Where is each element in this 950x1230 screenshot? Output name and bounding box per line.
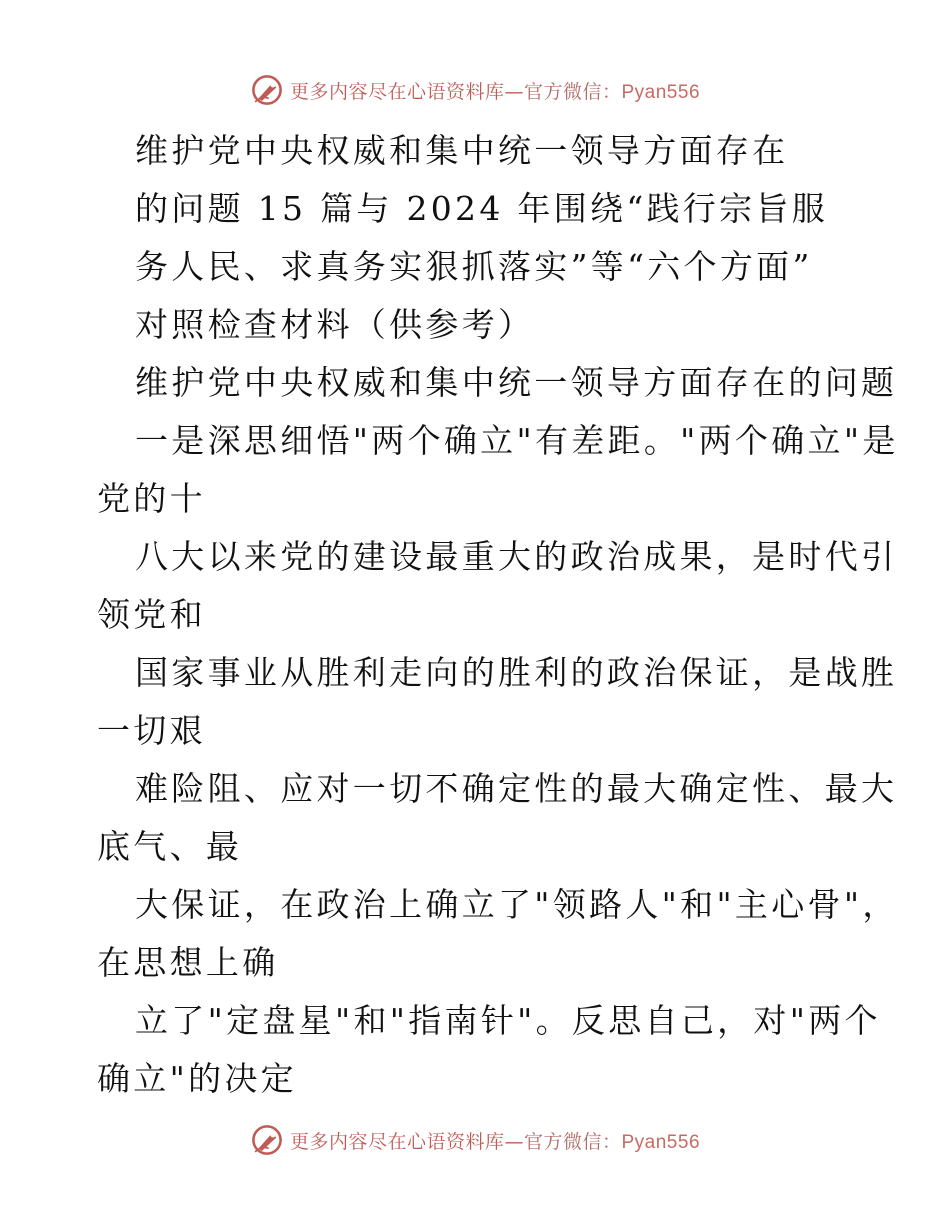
document-body [97,122,899,1108]
watermark-account-label: 官方微信： [523,1130,622,1153]
paragraph-line: 在思想上确 [97,943,279,982]
paragraph-line: 一是深思细悟"两个确立"有差距。"两个确立"是 [135,421,899,460]
watermark-text [290,77,700,104]
title-line-3: 务人民、求真务实狠抓落实”等“六个方面” [135,247,813,286]
paragraph-line: 领党和 [97,595,206,634]
header-watermark [0,70,950,110]
title-line-2: 的问题 15 篇与 2024 年围绕“践行宗旨服 [135,189,829,228]
watermark-separator: — [504,80,524,103]
paragraph-line: 党的十 [97,479,206,518]
paragraph-line: 立了"定盘星"和"指南针"。反思自己，对"两个 [135,1001,881,1040]
paragraph-line: 确立"的决定 [97,1059,297,1098]
watermark-text [290,1127,700,1154]
watermark-brand: 更多内容尽在心语资料库 [289,1130,505,1153]
watermark-brand: 更多内容尽在心语资料库 [289,80,505,103]
section-heading: 维护党中央权威和集中统一领导方面存在的问题 [135,363,898,402]
title-line-4: 对照检查材料（供参考） [135,305,535,344]
paragraph-line: 底气、最 [97,827,243,866]
paragraph-line: 国家事业从胜利走向的胜利的政治保证，是战胜 [135,653,898,692]
paragraph-line: 一切艰 [97,711,206,750]
paragraph-line: 难险阻、应对一切不确定性的最大确定性、最大 [135,769,898,808]
title-line-1: 维护党中央权威和集中统一领导方面存在 [135,131,789,170]
watermark-separator: — [504,1130,524,1153]
footer-watermark [0,1120,950,1160]
watermark-account-id: Pyan556 [621,1131,701,1153]
pen-nib-logo-icon [250,73,284,107]
watermark-account-id: Pyan556 [621,81,701,103]
paragraph-line: 大保证，在政治上确立了"领路人"和"主心骨"， [135,885,899,924]
paragraph-line: 八大以来党的建设最重大的政治成果，是时代引 [135,537,898,576]
watermark-account-label: 官方微信： [523,80,622,103]
pen-nib-logo-icon [250,1123,284,1157]
